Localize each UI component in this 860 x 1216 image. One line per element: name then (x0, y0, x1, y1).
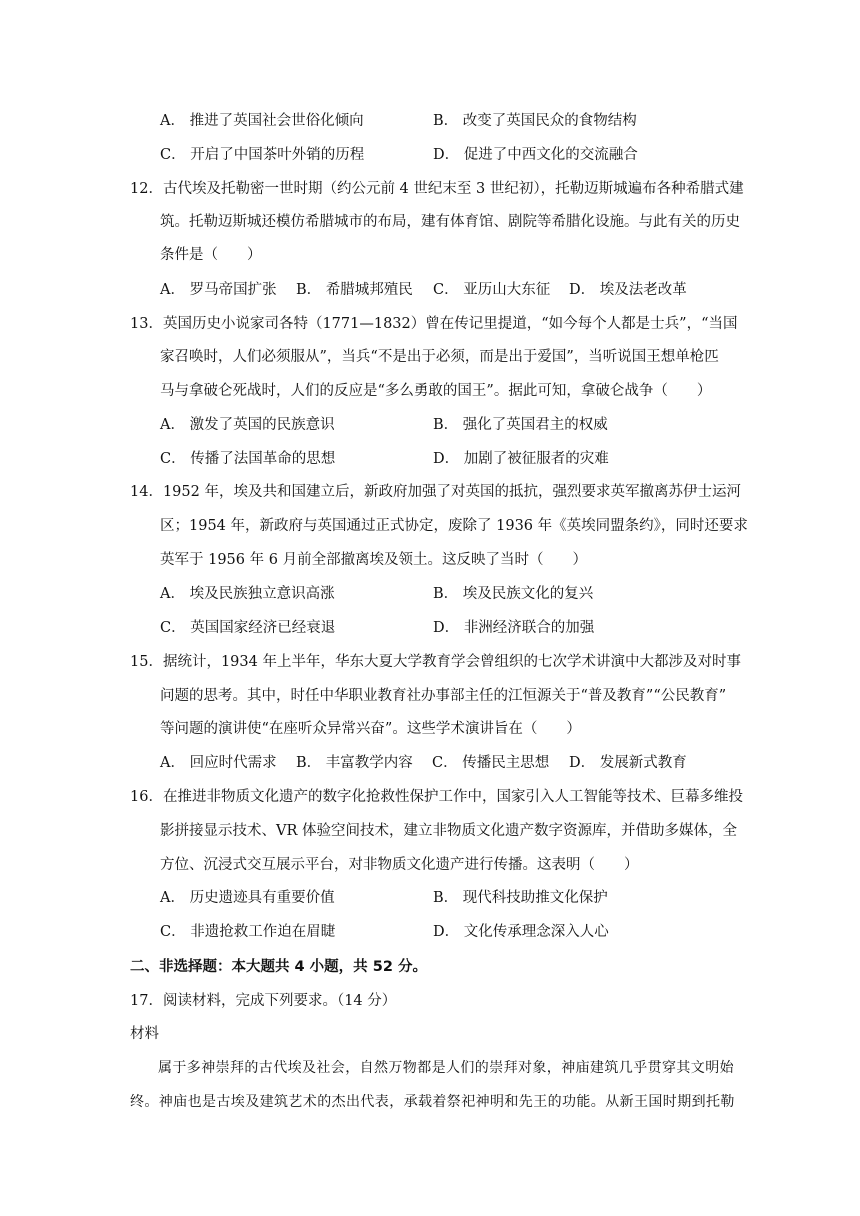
q14-option-a[interactable]: A． 埃及民族独立意识高涨 (160, 586, 335, 602)
q12-option-d[interactable]: D． 埃及法老改革 (569, 282, 687, 298)
q11-option-c[interactable]: C． 开启了中国茶叶外销的历程 (160, 147, 365, 163)
q12-option-c[interactable]: C． 亚历山大东征 (433, 282, 551, 298)
q13-option-a[interactable]: A． 激发了英国的民族意识 (160, 417, 335, 433)
q16-option-b[interactable]: B． 现代科技助推文化保护 (433, 890, 608, 906)
q15-option-d[interactable]: D． 发展新式教育 (569, 755, 687, 771)
q14-option-d[interactable]: D． 非洲经济联合的加强 (433, 620, 595, 636)
q13-stem-line-3: 马与拿破仑死战时，人们的反应是“多么勇敢的国王”。据此可知，拿破仑战争（ ） (160, 383, 712, 399)
q11-option-a[interactable]: A． 推进了英国社会世俗化倾向 (160, 113, 364, 129)
q12-option-a[interactable]: A． 罗马帝国扩张 (160, 282, 277, 298)
q11-option-b[interactable]: B． 改变了英国民众的食物结构 (433, 113, 637, 129)
q13-option-b[interactable]: B． 强化了英国君主的权威 (433, 417, 608, 433)
q16-option-a[interactable]: A． 历史遗迹具有重要价值 (160, 890, 335, 906)
material-line-2: 终。神庙也是古埃及建筑艺术的杰出代表，承载着祭祀神明和先王的功能。从新王国时期到托勒 (130, 1094, 735, 1110)
q15-stem-line-1: 15．据统计，1934 年上半年，华东大夏大学教育学会曾组织的七次学术讲演中大都涉及对时事 (130, 654, 741, 670)
q16-stem-line-3: 方位、沉浸式交互展示平台，对非物质文化遗产进行传播。这表明（ ） (160, 857, 639, 873)
q14-stem-line-2: 区；1954 年，新政府与英国通过正式协定，废除了 1936 年《英埃同盟条约》，同时还要求 (160, 518, 748, 534)
q15-stem-line-3: 等问题的演讲使“在座听众异常兴奋”。这些学术演讲旨在（ ） (160, 721, 581, 737)
q12-stem-line-3: 条件是（ ） (160, 247, 262, 263)
q16-option-d[interactable]: D． 文化传承理念深入人心 (433, 924, 609, 940)
q13-option-c[interactable]: C． 传播了法国革命的思想 (160, 451, 336, 467)
q13-stem-line-2: 家召唤时，人们必须服从”，当兵“不是出于必须，而是出于爱国”，当听说国王想单枪匹 (160, 349, 719, 365)
q14-stem-line-1: 14．1952 年，埃及共和国建立后，新政府加强了对英国的抵抗，强烈要求英军撤离苏伊士运河 (130, 484, 741, 500)
q12-stem-line-1: 12．古代埃及托勒密一世时期（约公元前 4 世纪末至 3 世纪初），托勒迈斯城遍布各种希腊式建 (130, 181, 744, 197)
q12-option-b[interactable]: B． 希腊城邦殖民 (296, 282, 413, 298)
q15-option-c[interactable]: C． 传播民主思想 (432, 755, 550, 771)
q13-option-d[interactable]: D． 加剧了被征服者的灾难 (433, 451, 609, 467)
q15-stem-line-2: 问题的思考。其中，时任中华职业教育社办事部主任的江恒源关于“普及教育”“公民教育” (160, 688, 727, 704)
q13-stem-line-1: 13．英国历史小说家司各特（1771—1832）曾在传记里提道，“如今每个人都是士兵”，“当国 (130, 316, 738, 332)
material-line-1: 属于多神崇拜的古代埃及社会，自然万物都是人们的崇拜对象，神庙建筑几乎贯穿其文明始 (158, 1060, 734, 1076)
section-2-title: 二、非选择题：本大题共 4 小题，共 52 分。 (130, 959, 427, 975)
q15-option-b[interactable]: B． 丰富教学内容 (296, 755, 413, 771)
q16-stem-line-2: 影拼接显示技术、VR 体验空间技术，建立非物质文化遗产数字资源库，并借助多媒体，全 (160, 823, 737, 839)
q17-stem: 17．阅读材料，完成下列要求。（14 分） (130, 993, 397, 1009)
q14-option-b[interactable]: B． 埃及民族文化的复兴 (433, 586, 594, 602)
material-label: 材料 (130, 1026, 159, 1042)
q14-stem-line-3: 英军于 1956 年 6 月前全部撤离埃及领土。这反映了当时（ ） (160, 552, 588, 568)
q14-option-c[interactable]: C． 英国国家经济已经衰退 (160, 620, 336, 636)
q16-stem-line-1: 16．在推进非物质文化遗产的数字化抢救性保护工作中，国家引入人工智能等技术、巨幕多维投 (130, 789, 743, 805)
q16-option-c[interactable]: C． 非遗抢救工作迫在眉睫 (160, 924, 336, 940)
q15-option-a[interactable]: A． 回应时代需求 (160, 755, 277, 771)
q11-option-d[interactable]: D． 促进了中西文化的交流融合 (433, 147, 638, 163)
q12-stem-line-2: 筑。托勒迈斯城还模仿希腊城市的布局，建有体育馆、剧院等希腊化设施。与此有关的历史 (160, 214, 740, 230)
